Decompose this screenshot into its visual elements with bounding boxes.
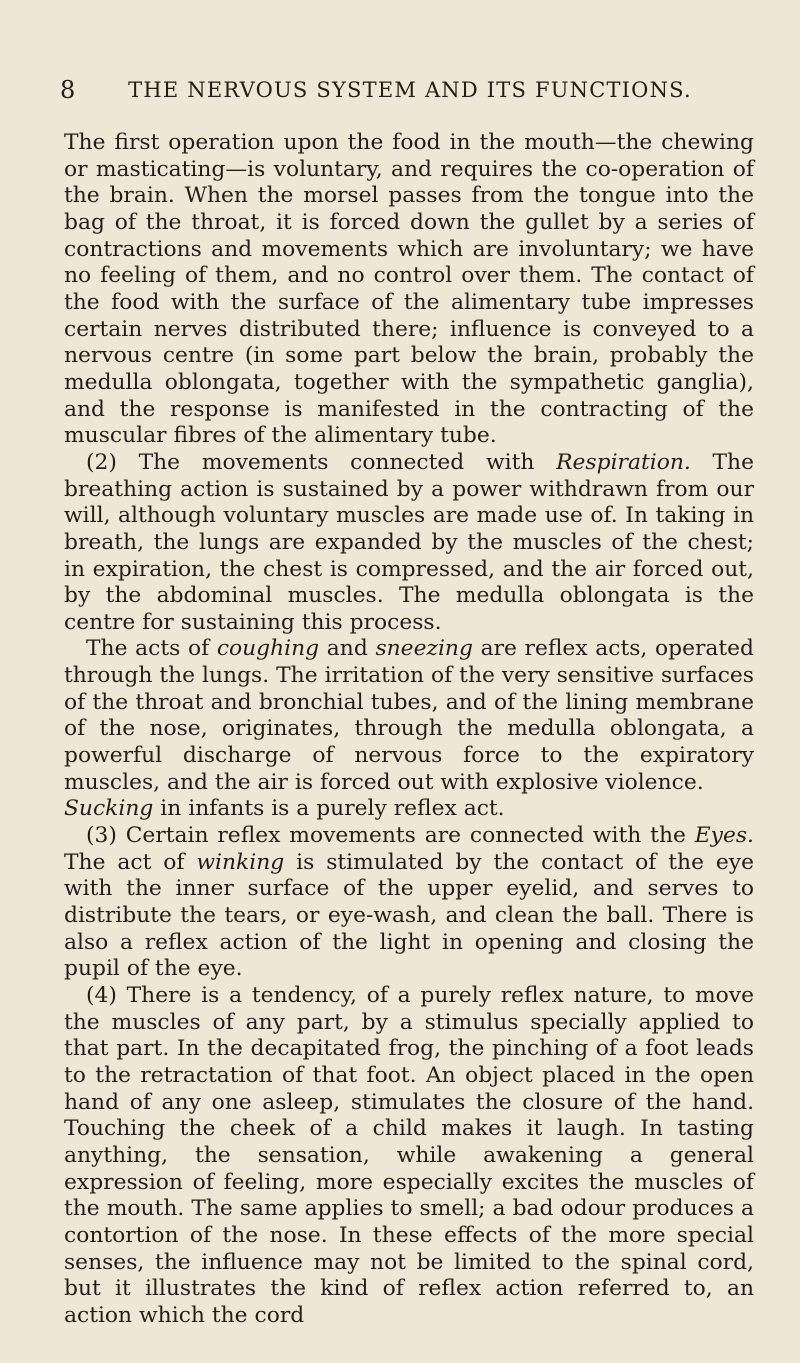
running-head: THE NERVOUS SYSTEM AND ITS FUNCTIONS.: [128, 78, 692, 102]
page-number: 8: [60, 76, 76, 104]
paragraph-eyes: (3) Certain reflex movements are connected with the Eyes. The act of winking is stimulated by the contact of the eye with the inner surface of the upper eyelid, and serves to distribute the tears, or eye-wash, and clean the ball. There is also a reflex action of the light in opening and closing the pupil of the eye.: [64, 823, 754, 982]
body-text: [64, 130, 754, 1330]
term-winking: winking: [196, 849, 285, 875]
term-sneezing: sneezing: [375, 636, 473, 662]
heading-respiration: Respiration.: [556, 449, 691, 475]
paragraph-mastication: The first operation upon the food in the mouth—the chewing or masticating—is voluntary, and requires the co-operation of the brain. When the morsel passes from the tongue into the bag of the throat, it is forced down the gullet by a series of contractions and movements which are involuntary; we have no feeling of them, and no control over them. The contact of the food with the surface of the alimentary tube impresses certain nerves distributed there; influence is conveyed to a nervous centre (in some part below the brain, probably the medulla oblongata, together with the sympathetic ganglia), and the response is manifested in the contracting of the muscular fibres of the alimentary tube.: [64, 130, 754, 449]
term-sucking: Sucking: [64, 796, 154, 822]
term-coughing: coughing: [216, 636, 320, 662]
paragraph-sucking: Sucking in infants is a purely reflex act.: [64, 796, 505, 822]
page-header: [60, 76, 760, 106]
paragraph-reflex-tendency: (4) There is a tendency, of a purely reflex nature, to move the muscles of any part, by a stimulus specially applied to that part. In the decapitated frog, the pinching of a foot leads to the retractation of that foot. An object placed in the open hand of any one asleep, stimulates the closure of the hand. Touching the cheek of a child makes it laugh. In tasting anything, the sensation, while awakening a general expression of feeling, more especially excites the muscles of the mouth. The same applies to smell; a bad odour produces a contortion of the nose. In these effects of the more special senses, the influence may not be limited to the spinal cord, but it illustrates the kind of reflex action referred to, an action which the cord: [64, 983, 754, 1328]
paragraph-coughing-sneezing: The acts of coughing and sneezing are reflex acts, operated through the lungs. The irritation of the very sensitive surfaces of the throat and bronchial tubes, and of the lining membrane of the nose, originates, through the medulla oblongata, a powerful discharge of nervous force to the expiratory muscles, and the air is forced out with explosive violence.: [64, 636, 755, 795]
paragraph-respiration: (2) The movements connected with Respiration. The breathing action is sustained by a power withdrawn from our will, although voluntary muscles are made use of. In taking in breath, the lungs are expanded by the muscles of the chest; in expiration, the chest is compressed, and the air forced out, by the abdominal muscles. The medulla oblongata is the centre for sustaining this process.: [64, 449, 754, 635]
heading-eyes: Eyes.: [694, 823, 754, 849]
